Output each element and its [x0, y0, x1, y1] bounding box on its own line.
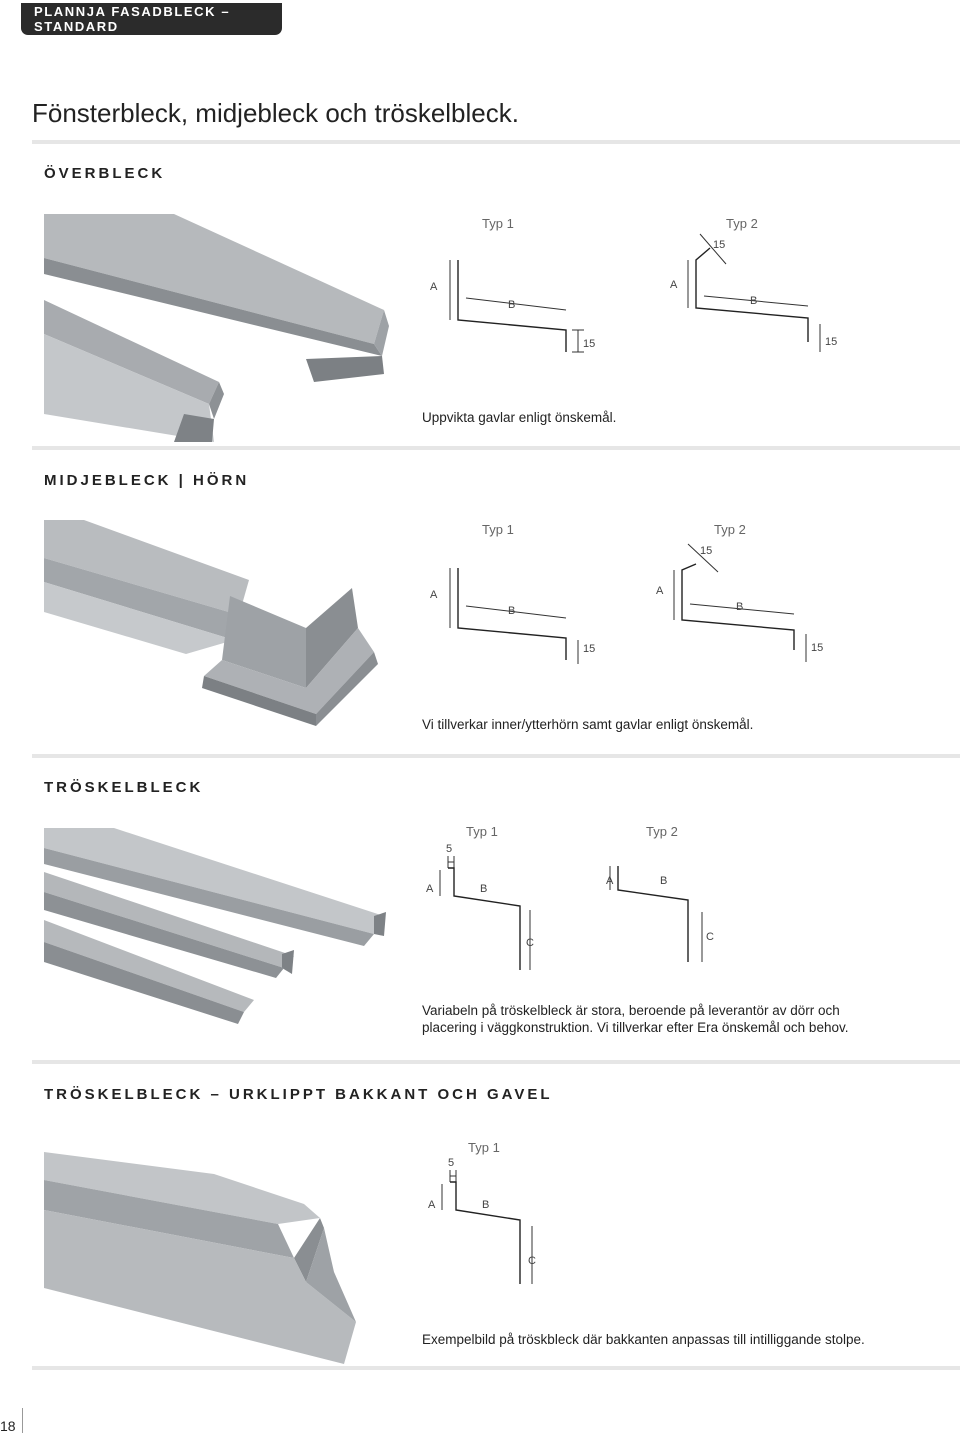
dim-b: B: [750, 295, 758, 307]
overbleck-caption: Uppvikta gavlar enligt önskemål.: [422, 410, 617, 425]
section-divider: [32, 446, 960, 450]
page-number: 18: [0, 1418, 16, 1434]
dim-c: C: [706, 931, 714, 943]
typ1-label: Typ 1: [466, 824, 498, 839]
section-title-midjebleck: MIDJEBLECK | HÖRN: [44, 472, 250, 489]
caption-line: Variabeln på tröskelbleck är stora, beroende på leverantör av dörr och: [422, 1003, 840, 1018]
dim-b: B: [660, 875, 668, 887]
midjebleck-profile-diagram: [420, 518, 840, 718]
overbleck-profile-diagram: [420, 212, 840, 412]
typ1-label: Typ 1: [482, 216, 514, 231]
dim-a: A: [606, 875, 614, 887]
dim-a: A: [430, 281, 438, 293]
dim-15: 15: [700, 545, 713, 557]
dim-b: B: [480, 883, 488, 895]
typ2-label: Typ 2: [726, 216, 758, 231]
section-divider: [32, 140, 960, 144]
troskelbleck-caption: [422, 1002, 848, 1036]
dim-5: 5: [448, 1157, 455, 1169]
midjebleck-caption: Vi tillverkar inner/ytterhörn samt gavlar enligt önskemål.: [422, 717, 754, 732]
header-tab: PLANNJA FASADBLECK – STANDARD: [21, 3, 282, 35]
dim-a: A: [656, 585, 664, 597]
section-divider: [32, 1366, 960, 1370]
section-title-urklippt: TRÖSKELBLECK – URKLIPPT BAKKANT OCH GAVEL: [44, 1086, 553, 1103]
dim-b: B: [508, 299, 516, 311]
typ1-label: Typ 1: [468, 1140, 500, 1155]
dim-15: 15: [825, 336, 838, 348]
troskelbleck-profile-diagram: [420, 820, 720, 980]
urklippt-profile-diagram: [420, 1136, 580, 1296]
dim-c: C: [528, 1255, 536, 1267]
dim-15: 15: [583, 643, 596, 655]
urklippt-caption: Exempelbild på tröskbleck där bakkanten anpassas till intilliggande stolpe.: [422, 1332, 865, 1347]
dim-a: A: [670, 279, 678, 291]
dim-b: B: [508, 605, 516, 617]
typ2-label: Typ 2: [714, 522, 746, 537]
overbleck-product-photo: [44, 214, 412, 442]
dim-a: A: [428, 1199, 436, 1211]
dim-c: C: [526, 937, 534, 949]
caption-line: placering i väggkonstruktion. Vi tillverkar efter Era önskemål och behov.: [422, 1020, 849, 1035]
section-title-troskelbleck: TRÖSKELBLECK: [44, 779, 204, 796]
section-divider: [32, 754, 960, 758]
typ1-label: Typ 1: [482, 522, 514, 537]
dim-5: 5: [446, 843, 453, 855]
section-divider: [32, 1060, 960, 1064]
midjebleck-product-photo: [44, 520, 394, 732]
page-title: Fönsterbleck, midjebleck och tröskelbleck.: [32, 98, 519, 128]
page-edge-mark: [22, 1408, 23, 1433]
dim-15: 15: [583, 338, 596, 350]
typ2-label: Typ 2: [646, 824, 678, 839]
dim-a: A: [426, 883, 434, 895]
urklippt-product-photo: [44, 1152, 394, 1364]
troskelbleck-product-photo: [44, 828, 394, 1050]
dim-b: B: [736, 601, 744, 613]
dim-15: 15: [713, 239, 726, 251]
dim-b: B: [482, 1199, 490, 1211]
dim-15: 15: [811, 642, 824, 654]
section-title-overbleck: ÖVERBLECK: [44, 165, 166, 182]
dim-a: A: [430, 589, 438, 601]
